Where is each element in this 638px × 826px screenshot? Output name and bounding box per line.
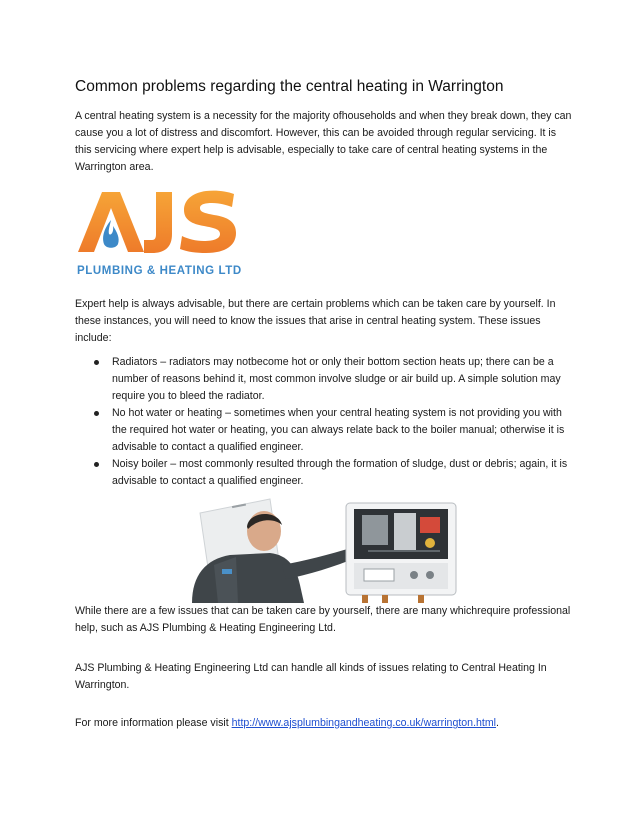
bullet-icon — [94, 360, 99, 365]
services-paragraph: AJS Plumbing & Heating Engineering Ltd can handle all kinds of issues relating to Central Heating In Warrington. — [75, 662, 547, 691]
bullet-icon — [94, 462, 99, 467]
bullet-icon — [94, 411, 99, 416]
list-item: No hot water or heating – sometimes when your central heating system is not providing you with the required hot water or heating, you can always relate back to the boiler manual; otherwise it is advisable to contact a qualified engineer. — [75, 405, 575, 456]
more-info-paragraph: For more information please visit http://www.ajsplumbingandheating.co.uk/warrington.html. — [75, 717, 499, 729]
ajs-logo — [76, 186, 266, 278]
list-item: Radiators – radiators may notbecome hot or only their bottom section heats up; there can be a number of reasons behind it, most common involve sludge or air build up. A simple solution may require you to bleed the radiator. — [75, 354, 575, 405]
logo-tagline: PLUMBING & HEATING LTD — [77, 265, 242, 277]
website-link[interactable]: http://www.ajsplumbingandheating.co.uk/warrington.html — [231, 717, 497, 729]
issues-list — [75, 354, 575, 490]
professional-help-paragraph: While there are a few issues that can be taken care by yourself, there are many whichrequire professional help, such as AJS Plumbing & Heating Engineering Ltd. — [75, 605, 571, 634]
page-title: Common problems regarding the central heating in Warrington — [75, 78, 504, 95]
intro-paragraph: A central heating system is a necessity for the majority ofhouseholds and when they break down, they can cause you a lot of distress and discomfort. However, this can be avoided through regular servicing. It is this servicing where expert help is advisable, especially to take care of central heating systems in the Warrington area. — [75, 110, 572, 173]
list-item: Noisy boiler – most commonly resulted through the formation of sludge, dust or debris; again, it is advisable to contact a qualified engineer. — [75, 456, 575, 490]
expert-help-paragraph: Expert help is always advisable, but there are certain problems which can be taken care by yourself. In these instances, you will need to know the issues that arise in central heating system. These issues include: — [75, 298, 556, 344]
engineer-boiler-photo — [178, 495, 463, 603]
